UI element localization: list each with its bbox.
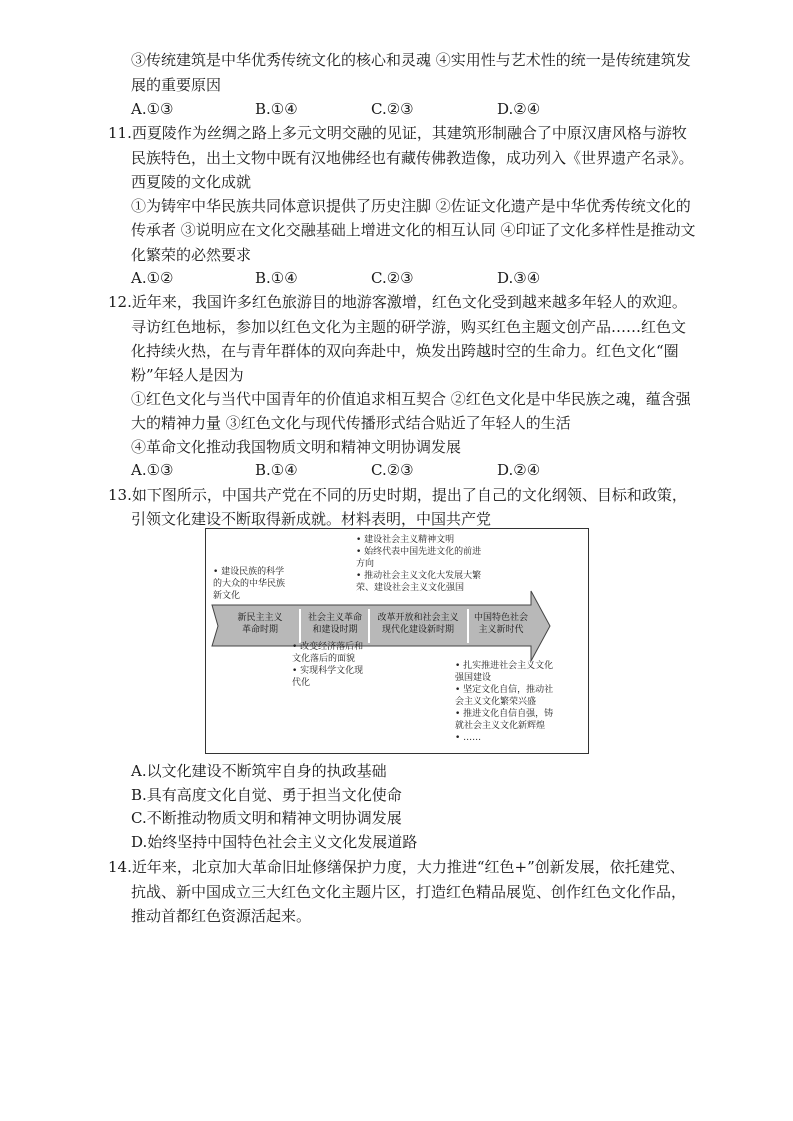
- option-d: D.②④: [497, 100, 541, 118]
- q11-stem: 民族特色，出土文物中既有汉地佛经也有藏传佛教造像，成功列入《世界遗产名录》。: [131, 149, 694, 167]
- stage-label-new-era: 中国特色社会 主义新时代: [473, 613, 528, 635]
- stage-label-reform-opening: 改革开放和社会主义 现代化建设新时期: [377, 613, 459, 635]
- q14-stem: 抗战、新中国成立三大红色文化主题片区，打造红色精品展览、创作红色文化作品，: [131, 883, 687, 901]
- q10-line: 展的重要原因: [131, 76, 222, 94]
- option-a: A.①③: [131, 461, 174, 479]
- q12-stem: 寻访红色地标，参加以红色文化为主题的研学游，购买红色主题文创产品……红色文: [131, 318, 687, 336]
- stage-label-socialist-revolution: 社会主义革命 和建设时期: [307, 613, 362, 635]
- q13-option-a: A.以文化建设不断筑牢自身的执政基础: [131, 762, 387, 780]
- note-reform-opening: • 建设社会主义精神文明 • 始终代表中国先进文化的前进 方向 • 推动社会主义文化大发展大繁 荣、建设社会主义文化强国: [356, 535, 482, 593]
- q12-stem: 化持续火热，在与青年群体的双向奔赴中，焕发出跨越时空的生命力。红色文化“圈: [131, 342, 679, 360]
- q11-choice-text: 传承者 ③说明应在文化交融基础上增进文化的相互认同 ④印证了文化多样性是推动文: [131, 221, 696, 239]
- q14-stem: 14.近年来，北京加大革命旧址修缮保护力度，大力推进“红色+”创新发展，依托建党、: [108, 858, 685, 876]
- q12-choice-text: ④革命文化推动我国物质文明和精神文明协调发展: [131, 438, 462, 456]
- option-c: C.②③: [371, 461, 414, 479]
- option-b: B.①④: [255, 100, 298, 118]
- option-c: C.②③: [371, 269, 414, 287]
- q13-stem: 引领文化建设不断取得新成就。材料表明，中国共产党: [131, 510, 492, 528]
- stage-label-new-democratic: 新民主主义 革命时期: [237, 613, 283, 635]
- q14-stem: 推动首都红色资源活起来。: [131, 907, 312, 925]
- cpc-culture-timeline-figure: [205, 528, 589, 754]
- option-a: A.①②: [131, 269, 174, 287]
- q13-option-d: D.始终坚持中国特色社会主义文化发展道路: [131, 833, 418, 851]
- note-socialist-construction: • 改变经济落后和 文化落后的面貌 • 实现科学文化现 代化: [292, 642, 364, 688]
- option-d: D.③④: [497, 269, 541, 287]
- q13-option-c: C.不断推动物质文明和精神文明协调发展: [131, 809, 402, 827]
- q12-stem: 12.近年来，我国许多红色旅游目的地游客激增，红色文化受到越来越多年轻人的欢迎。: [108, 293, 687, 311]
- q12-choice-text: 大的精神力量 ③红色文化与现代传播形式结合贴近了年轻人的生活: [131, 414, 571, 432]
- option-a: A.①③: [131, 100, 174, 118]
- q11-stem: 11.西夏陵作为丝绸之路上多元文明交融的见证，其建筑形制融合了中原汉唐风格与游牧: [108, 124, 687, 142]
- q13-stem: 13.如下图所示，中国共产党在不同的历史时期，提出了自己的文化纲领、目标和政策，: [108, 486, 687, 504]
- option-b: B.①④: [255, 461, 298, 479]
- q13-option-b: B.具有高度文化自觉、勇于担当文化使命: [131, 786, 402, 804]
- note-new-democratic: • 建设民族的科学 的大众的中华民族 新文化: [213, 567, 286, 601]
- option-b: B.①④: [255, 269, 298, 287]
- q11-choice-text: 化繁荣的必然要求: [131, 246, 252, 264]
- q10-line: ③传统建筑是中华优秀传统文化的核心和灵魂 ④实用性与艺术性的统一是传统建筑发: [131, 51, 691, 69]
- q12-stem: 粉”年轻人是因为: [131, 366, 244, 384]
- note-new-era: • 扎实推进社会主义文化 强国建设 • 坚定文化自信，推动社 会主义文化繁荣兴盛 • 推进文化自信自强，铸 就社会主义文化新辉煌 • ……: [455, 661, 554, 743]
- q11-choice-text: ①为铸牢中华民族共同体意识提供了历史注脚 ②佐证文化遗产是中华优秀传统文化的: [131, 197, 691, 215]
- q12-choice-text: ①红色文化与当代中国青年的价值追求相互契合 ②红色文化是中华民族之魂，蕴含强: [131, 390, 691, 408]
- option-c: C.②③: [371, 100, 414, 118]
- q11-stem: 西夏陵的文化成就: [131, 173, 252, 191]
- option-d: D.②④: [497, 461, 541, 479]
